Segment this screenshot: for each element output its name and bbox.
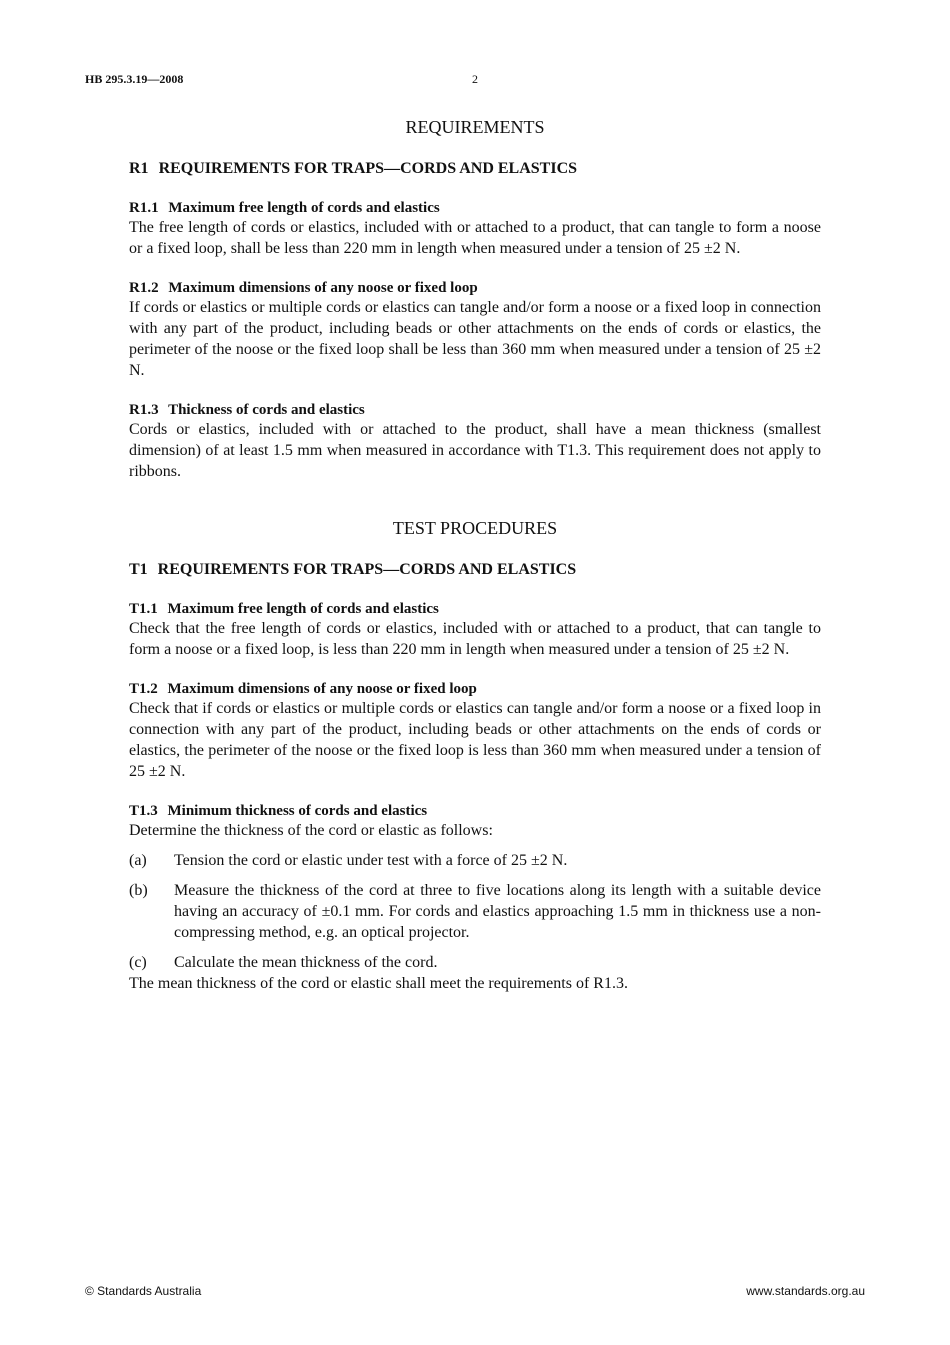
subclause-title: Maximum free length of cords and elastics: [168, 200, 440, 216]
clause-title: REQUIREMENTS FOR TRAPS—CORDS AND ELASTICS: [157, 561, 577, 578]
requirements-heading: REQUIREMENTS: [405, 117, 545, 137]
page-number: 2: [472, 72, 478, 86]
subclause-title: Maximum dimensions of any noose or fixed loop: [167, 681, 477, 697]
document-id: HB 295.3.19—2008: [85, 72, 184, 86]
test-procedures-heading: TEST PROCEDURES: [392, 518, 558, 538]
clause-t1-heading: [129, 561, 821, 579]
subclause-r1-3-text: Cords or elastics, included with or attached to the product, shall have a mean thickness (smallest dimension) of at least 1.5 mm when measured in accordance with T1.3. This requirement does not apply to ribbons.: [129, 421, 821, 480]
subclause-r1-1-text: The free length of cords or elastics, included with or attached to a product, that can tangle to form a noose or a fixed loop, shall be less than 220 mm in length when measured under a tension of 25 ±2 N.: [129, 219, 821, 257]
list-item: [129, 850, 821, 871]
subclause-number: T1.2: [129, 681, 158, 697]
subclause-number: T1.3: [129, 803, 158, 819]
subclause-number: R1.1: [129, 200, 159, 216]
list-marker: (b): [129, 882, 148, 899]
page-content: [129, 117, 821, 994]
subclause-t1-1-text: Check that the free length of cords or elastics, included with or attached to a product, that can tangle to form a noose or a fixed loop, is less than 220 mm in length when measured under a tension of 25 ±2 N.: [129, 620, 821, 658]
list-item-text: Measure the thickness of the cord at three to five locations along its length with a suitable device having an accuracy of ±0.1 mm. For cords and elastics approaching 1.5 mm in thickness use a non-compressing method, e.g. an optical projector.: [174, 882, 821, 941]
subclause-t1-3-heading: [129, 803, 821, 820]
subclause-number: R1.2: [129, 280, 159, 296]
clause-number: R1: [129, 160, 149, 177]
subclause-r1-2-text: If cords or elastics or multiple cords or elastics can tangle and/or form a noose or a fixed loop in connection with any part of the product, including beads or other attachments on the ends of cords or elastics, the perimeter of the noose or the fixed loop shall be less than 360 mm when measured under a tension of 25 ±2 N.: [129, 299, 821, 379]
list-item-text: Tension the cord or elastic under test with a force of 25 ±2 N.: [174, 852, 568, 869]
subclause-title: Maximum free length of cords and elastics: [167, 601, 439, 617]
subclause-r1-3-heading: [129, 402, 821, 419]
subclause-t1-1-heading: [129, 601, 821, 618]
list-marker: (a): [129, 852, 147, 869]
subclause-r1-2-heading: [129, 280, 821, 297]
clause-r1-heading: [129, 160, 821, 178]
subclause-r1-1-heading: [129, 200, 821, 217]
subclause-t1-2-heading: [129, 681, 821, 698]
subclause-t1-2-text: Check that if cords or elastics or multiple cords or elastics can tangle and/or form a noose or a fixed loop in connection with any part of the product, including beads or other attachments on the ends of cords or elastics, the perimeter of the noose or the fixed loop is less than 360 mm when measured under a tension of 25 ±2 N.: [129, 700, 821, 780]
footer-copyright: © Standards Australia: [85, 1284, 202, 1298]
footer-website-link[interactable]: www.standards.org.au: [746, 1284, 865, 1298]
subclause-title: Thickness of cords and elastics: [168, 402, 365, 418]
list-item-text: Calculate the mean thickness of the cord.: [174, 954, 438, 971]
subclause-t1-3-conclusion: The mean thickness of the cord or elastic shall meet the requirements of R1.3.: [129, 975, 628, 992]
clause-title: REQUIREMENTS FOR TRAPS—CORDS AND ELASTICS: [158, 160, 578, 177]
list-item: [129, 880, 821, 943]
subclause-number: R1.3: [129, 402, 159, 418]
list-item: [129, 952, 821, 973]
clause-number: T1: [129, 561, 148, 578]
subclause-number: T1.1: [129, 601, 158, 617]
subclause-title: Maximum dimensions of any noose or fixed loop: [168, 280, 478, 296]
subclause-title: Minimum thickness of cords and elastics: [167, 803, 428, 819]
list-marker: (c): [129, 954, 147, 971]
subclause-t1-3-intro: Determine the thickness of the cord or elastic as follows:: [129, 822, 493, 839]
